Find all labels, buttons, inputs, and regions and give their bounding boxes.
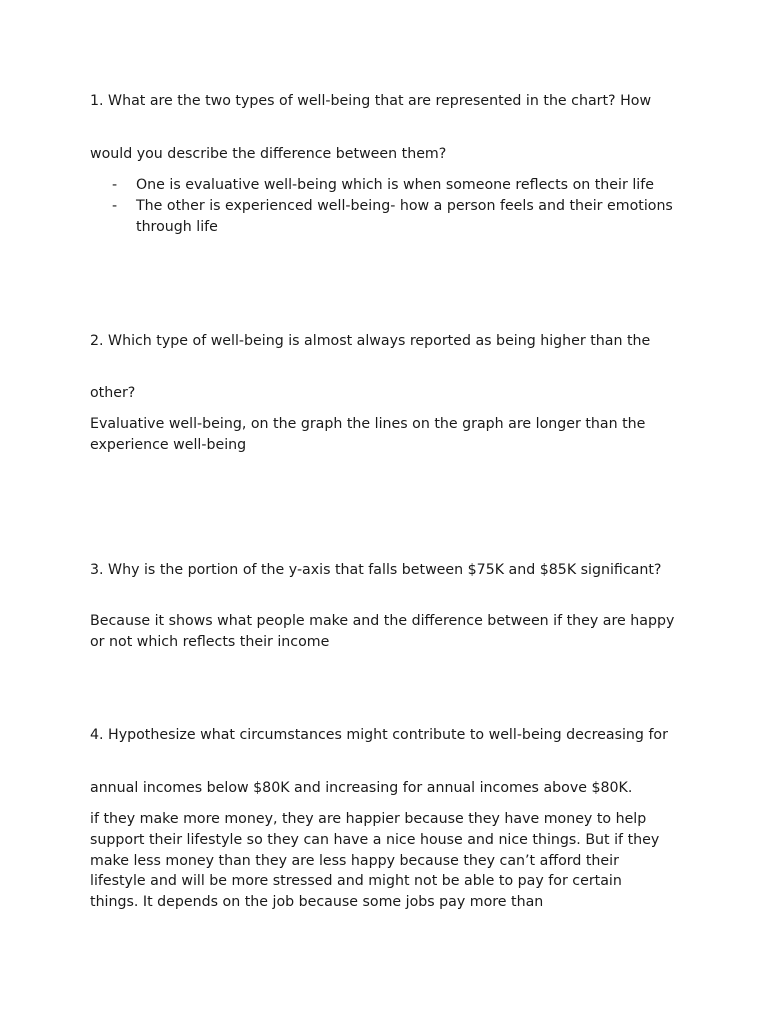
- question-4-line-2: annual incomes below $80K and increasing for annual incomes above $80K.: [90, 780, 633, 796]
- answer-4: if they make more money, they are happier because they have money to help support their lifestyle so they can have a nice house and nice things. But if they make less money than they are less happy because they can’t afford their lifestyle and will be more stressed and might not be able to pay for certain things. It depends on the job because some jobs pay more than: [90, 811, 660, 911]
- question-1-line-2: would you describe the difference between them?: [90, 146, 447, 162]
- bullet-dash: -: [112, 177, 118, 193]
- list-item: [90, 175, 675, 196]
- answer-1-bullet-1: One is evaluative well-being which is when someone reflects on their life: [136, 177, 654, 193]
- answer-2: Evaluative well-being, on the graph the lines on the graph are longer than the experience well-being: [90, 416, 646, 453]
- question-4-line-1: 4. Hypothesize what circumstances might contribute to well-being decreasing for: [90, 727, 668, 743]
- question-2-line-2: other?: [90, 385, 136, 401]
- question-3: 3. Why is the portion of the y-axis that falls between $75K and $85K significant?: [90, 562, 662, 578]
- bullet-dash: -: [112, 197, 118, 214]
- answer-1-bullet-2: The other is experienced well-being- how a person feels and their emotions through life: [136, 197, 673, 235]
- question-2-line-1: 2. Which type of well-being is almost always reported as being higher than the: [90, 333, 651, 349]
- question-1-line-1: 1. What are the two types of well-being that are represented in the chart? How: [90, 93, 652, 109]
- answer-3: Because it shows what people make and the difference between if they are happy or not which reflects their income: [90, 613, 675, 650]
- list-item: [90, 196, 675, 238]
- answer-1-list: [90, 175, 675, 237]
